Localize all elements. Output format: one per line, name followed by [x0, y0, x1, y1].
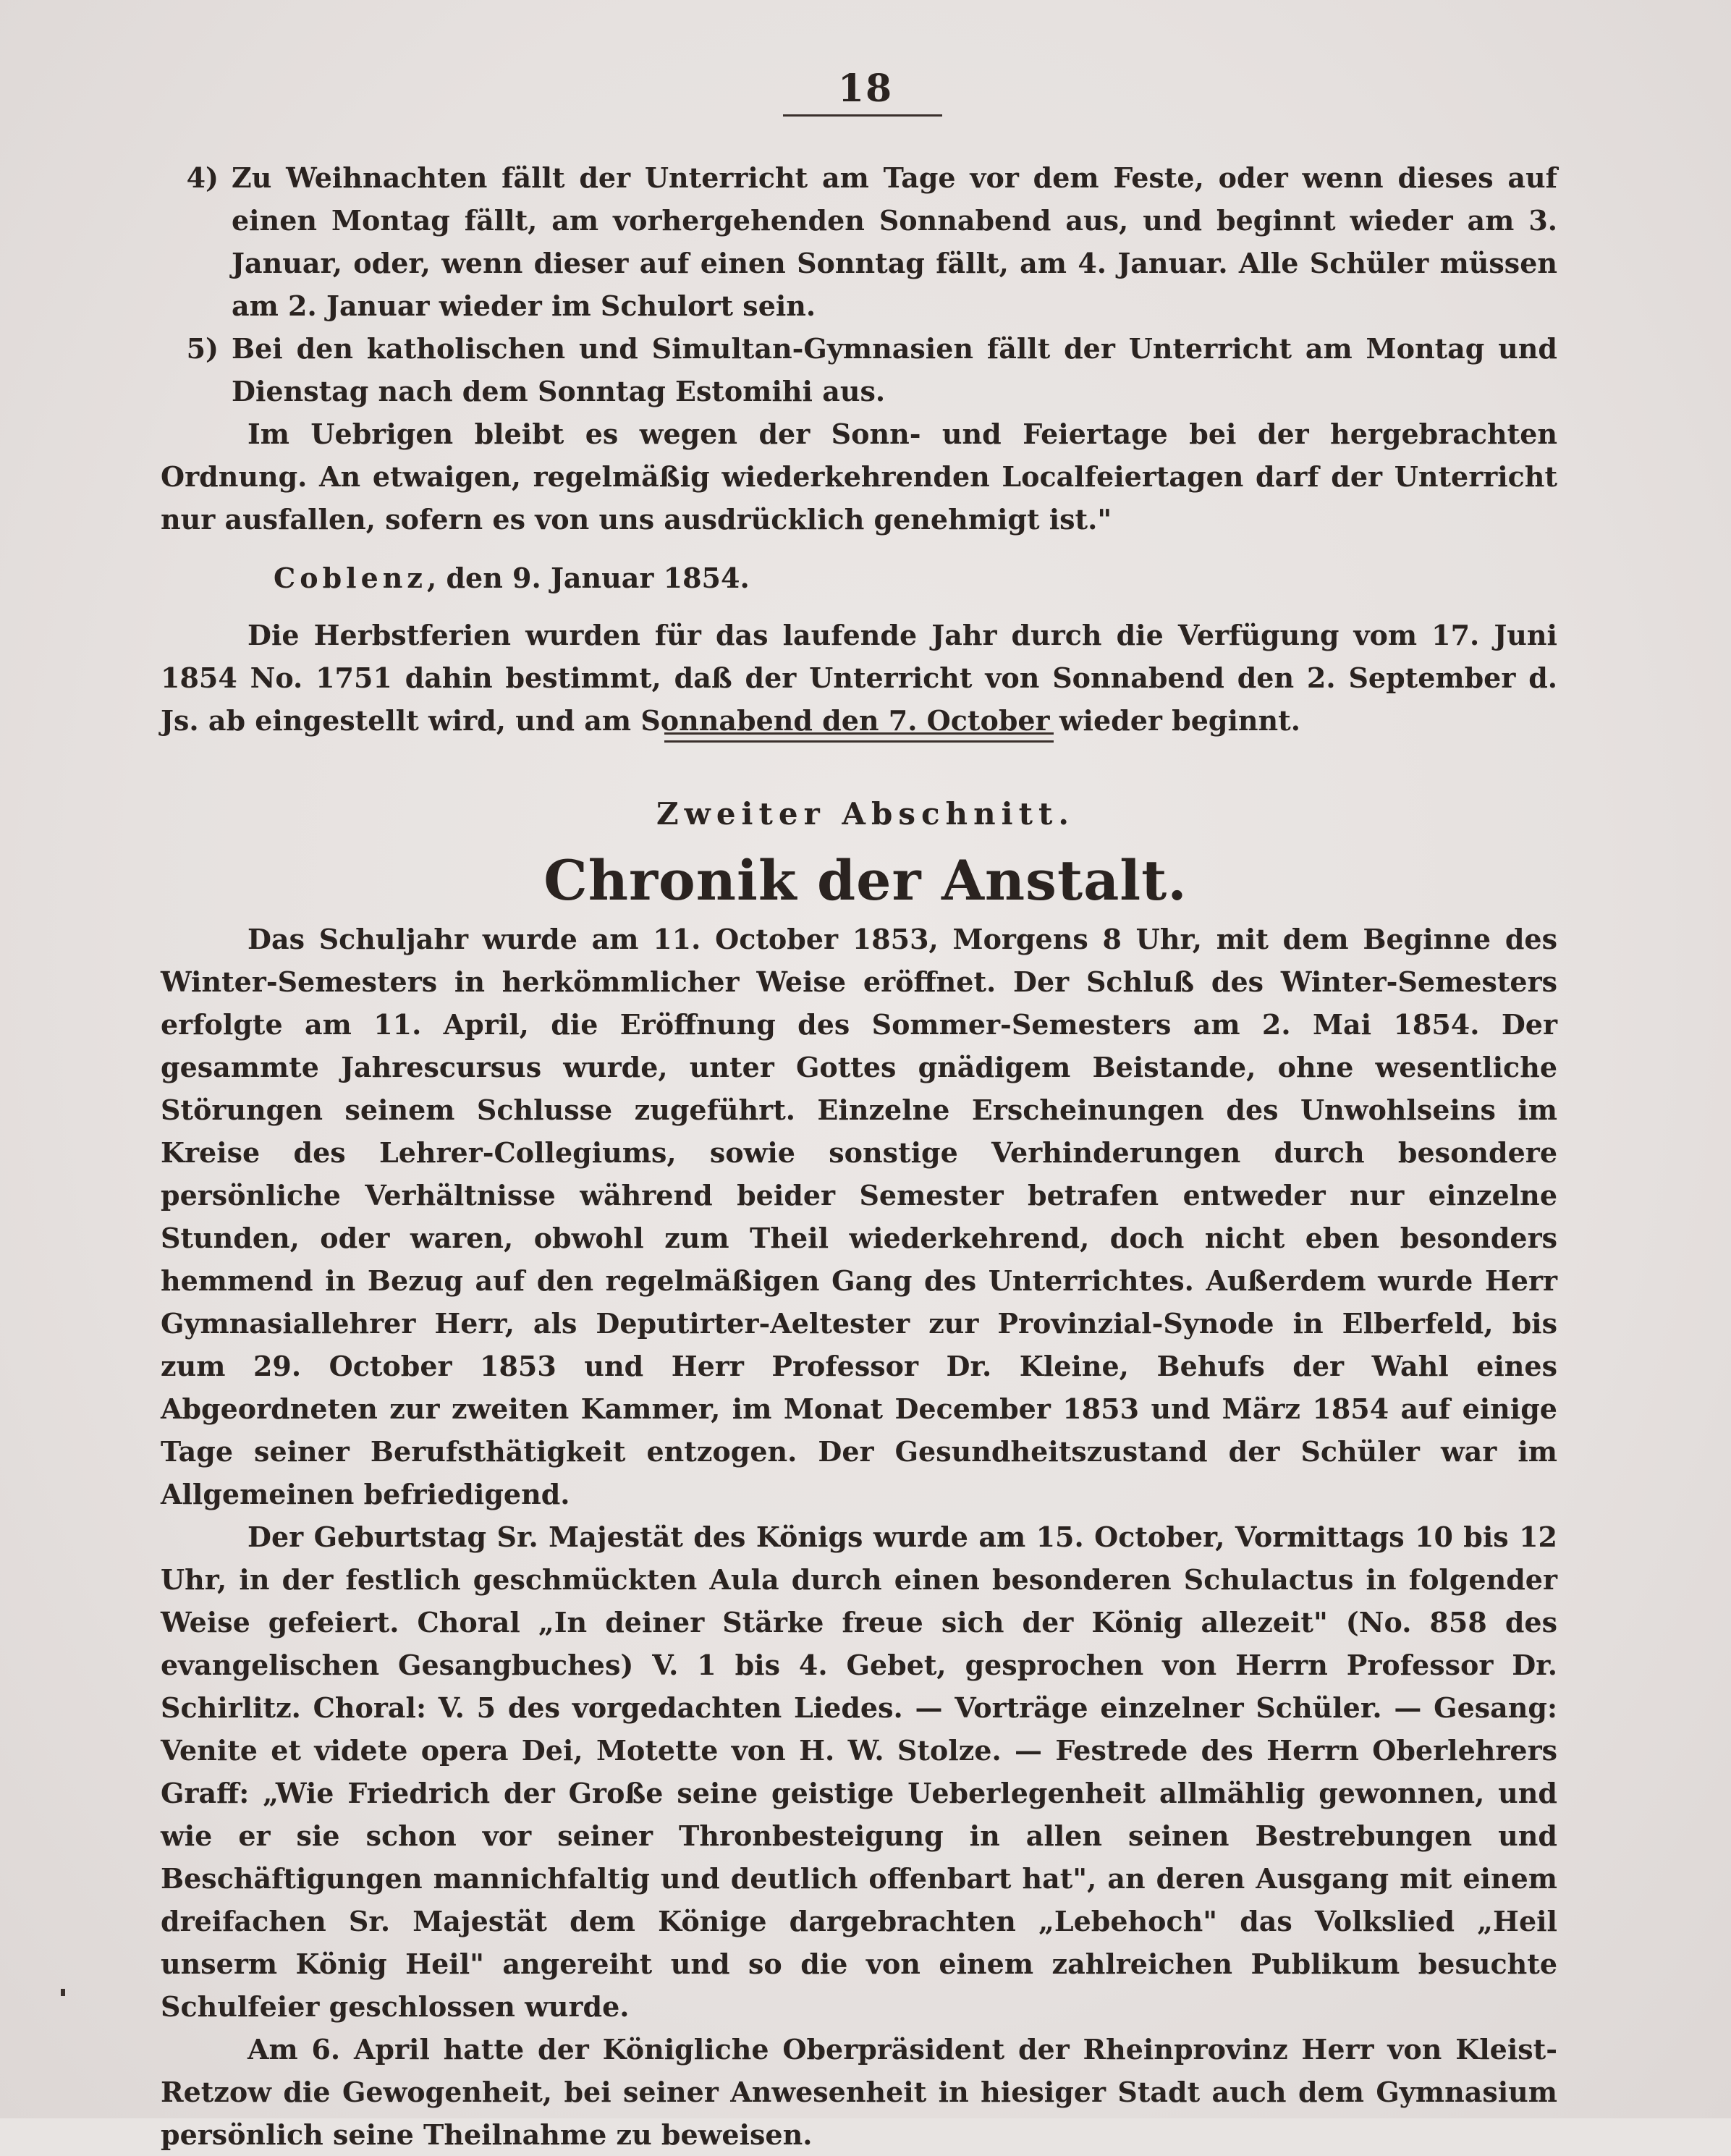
ordinance-item: [161, 327, 1557, 413]
ordinance-text-block: [161, 156, 1557, 742]
closing-paragraph: Im Uebrigen bleibt es wegen der Sonn- und Feiertage bei der hergebrachten Ordnung. An etwaigen, regelmäßig wiederkehrenden Localfeiertagen darf der Unterricht nur ausfallen, sofern es von uns ausdrücklich genehmigt ist.": [161, 418, 1557, 536]
signature-line: [161, 557, 1557, 599]
chronik-text-block: [161, 918, 1557, 2156]
chronik-paragraph: Am 6. April hatte der Königliche Oberpräsident der Rheinprovinz Herr von Kleist-Retzow die Gewogenheit, bei seiner Anwesenheit in hiesiger Stadt auch dem Gymnasium persönlich seine Theilnahme zu beweisen.: [161, 2033, 1557, 2151]
item-number: 4): [186, 161, 219, 194]
section-divider: [664, 732, 1054, 743]
section-label: Zweiter Abschnitt.: [656, 796, 1075, 832]
chronik-paragraph: Das Schuljahr wurde am 11. October 1853, Morgens 8 Uhr, mit dem Beginne des Winter-Semesters in herkömmlicher Weise eröffnet. Der Schluß des Winter-Semesters erfolgte am 11. April, die Eröffnung des Sommer-Semesters am 2. Mai 1854. Der gesammte Jahrescursus wurde, unter Gottes gnädigem Beistande, ohne wesentliche Störungen seinem Schlusse zugeführt. Einzelne Erscheinungen des Unwohlseins im Kreise des Lehrer-Collegiums, sowie sonstige Verhinderungen durch besondere persönliche Verhältnisse während beider Semester betrafen entweder nur einzelne Stunden, oder waren, obwohl zum Theil wiederkehrend, doch nicht eben besonders hemmend in Bezug auf den regelmäßigen Gang des Unterrichtes. Außerdem wurde Herr Gymnasiallehrer Herr, als Deputirter-Aeltester zur Provinzial-Synode in Elberfeld, bis zum 29. October 1853 und Herr Professor Dr. Kleine, Behufs der Wahl eines Abgeordneten zur zweiten Kammer, im Monat December 1853 und März 1854 auf einige Tage seiner Berufsthätigkeit entzogen. Der Gesundheitszustand der Schüler war im Allgemeinen befriedigend.: [161, 923, 1557, 1510]
signature-place: Coblenz: [274, 562, 427, 594]
item-text: Zu Weihnachten fällt der Unterricht am Tage vor dem Feste, oder wenn dieses auf einen Montag fällt, am vorhergehenden Sonnabend aus, und beginnt wieder am 3. Januar, oder, wenn dieser auf einen Sonntag fällt, am 4. Januar. Alle Schüler müssen am 2. Januar wieder im Schulort sein.: [232, 161, 1557, 322]
herbstferien-paragraph: Die Herbstferien wurden für das laufende Jahr durch die Verfügung vom 17. Juni 1854 No. 1751 dahin bestimmt, daß der Unterricht von Sonnabend den 2. September d. Js. ab eingestellt wird, und am Sonnabend den 7. October wieder beginnt.: [161, 619, 1557, 737]
signature-date: , den 9. Januar 1854.: [426, 562, 750, 594]
paper-speck: [61, 1989, 65, 1996]
ordinance-item: [161, 156, 1557, 327]
section-title: Chronik der Anstalt.: [543, 848, 1188, 913]
page-number: 18: [837, 67, 894, 111]
item-text: Bei den katholischen und Simultan-Gymnasien fällt der Unterricht am Montag und Dienstag nach dem Sonntag Estomihi aus.: [232, 332, 1557, 407]
page-number-rule: [783, 114, 942, 117]
chronik-paragraph: Der Geburtstag Sr. Majestät des Königs wurde am 15. October, Vormittags 10 bis 12 Uhr, in der festlich geschmückten Aula durch einen besonderen Schulactus in folgender Weise gefeiert. Choral „In deiner Stärke freue sich der König allezeit" (No. 858 des evangelischen Gesangbuches) V. 1 bis 4. Gebet, gesprochen von Herrn Professor Dr. Schirlitz. Choral: V. 5 des vorgedachten Liedes. — Vorträge einzelner Schüler. — Gesang: Venite et videte opera Dei, Motette von H. W. Stolze. — Festrede des Herrn Oberlehrers Graff: „Wie Friedrich der Große seine geistige Ueberlegenheit allmählig gewonnen, und wie er sie schon vor seiner Thronbesteigung in allen seinen Bestrebungen und Beschäftigungen mannichfaltig und deutlich offenbart hat", an deren Ausgang mit einem dreifachen Sr. Majestät dem Könige dargebrachten „Lebehoch" das Volkslied „Heil unserm König Heil" angereiht und so die von einem zahlreichen Publikum besuchte Schulfeier geschlossen wurde.: [161, 1521, 1557, 2023]
item-number: 5): [186, 332, 219, 365]
